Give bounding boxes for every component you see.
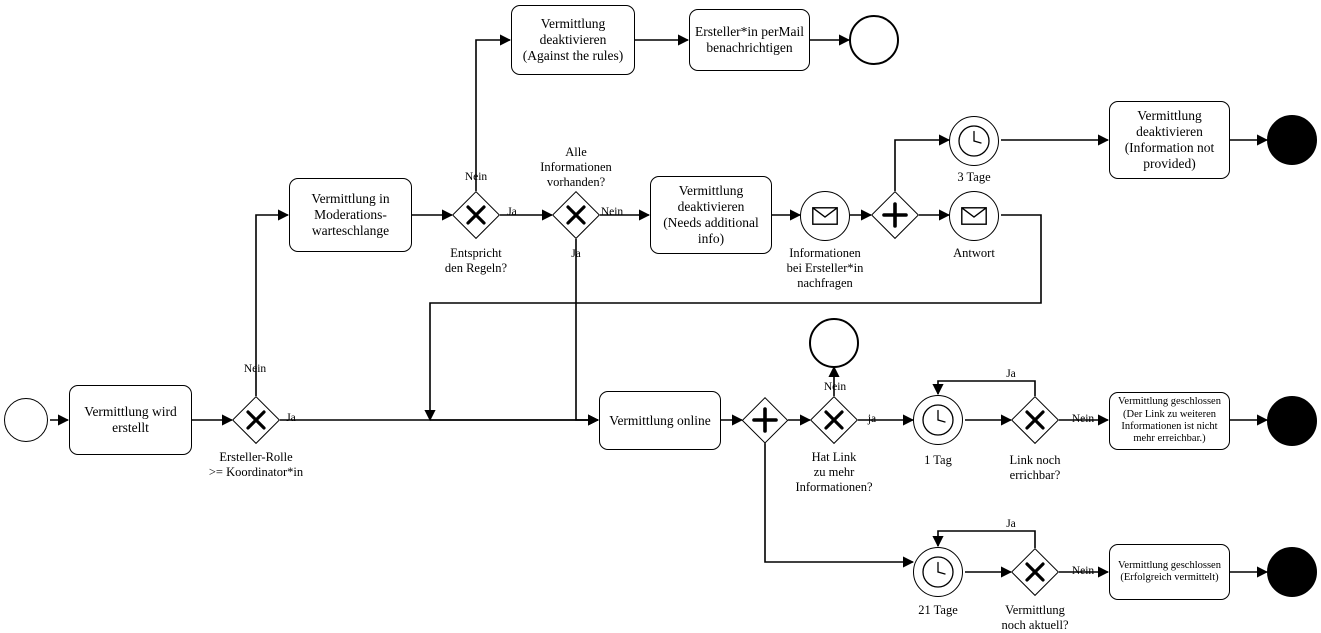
message-event-antwort-label: Antwort <box>953 246 995 260</box>
parallel-plus-icon <box>742 397 788 443</box>
gateway-entspricht-den-regeln-label: Entspricht den Regeln? <box>444 246 508 275</box>
task-geschlossen-link-nicht-erreichbar <box>1109 392 1230 450</box>
end-event-rules <box>849 15 899 65</box>
timer-21-tage-label: 21 Tage <box>918 603 958 617</box>
task-deaktivieren-needs-additional-info <box>650 176 772 254</box>
end-event-erfolgreich-vermittelt <box>1267 547 1317 597</box>
task-label: Vermittlung online <box>609 412 711 428</box>
gateway-hat-link-label: Hat Link zu mehr Informationen? <box>795 450 873 494</box>
clock-icon <box>957 124 991 158</box>
gateway-link-noch-erreichbar <box>1011 396 1059 444</box>
timer-1-tag-label: 1 Tag <box>924 453 952 467</box>
exclusive-x-icon <box>1011 396 1059 444</box>
flow-label-aktuell-ja: Ja <box>1006 518 1016 530</box>
envelope-icon <box>961 207 987 225</box>
message-event-antwort <box>949 191 999 241</box>
timer-event-3-tage <box>949 116 999 166</box>
timer-event-1-tag <box>913 395 963 445</box>
message-event-informationen-nachfragen <box>800 191 850 241</box>
parallel-gateway-online-branch <box>742 397 788 443</box>
parallel-gateway-info-branch <box>871 191 919 239</box>
flow-label-rolle-nein: Nein <box>243 363 267 375</box>
task-vermittlung-wird-erstellt <box>69 385 192 455</box>
task-vermittlung-online <box>599 391 721 450</box>
flow-label-infos-ja: Ja <box>571 248 581 260</box>
gateway-ersteller-rolle-label: Ersteller-Rolle >= Koordinator*in <box>208 450 304 479</box>
exclusive-x-icon <box>232 396 280 444</box>
gateway-alle-informationen-label: Alle Informationen vorhanden? <box>540 145 612 189</box>
timer-event-21-tage <box>913 547 963 597</box>
task-geschlossen-erfolgreich-vermittelt <box>1109 544 1230 600</box>
task-label: Vermittlung geschlossen (Der Link zu weiteren Informationen ist nicht mehr erreichbar.) <box>1118 396 1221 445</box>
exclusive-x-icon <box>1011 548 1059 596</box>
task-label: Vermittlung wird erstellt <box>84 404 177 435</box>
task-label: Vermittlung in Moderations- warteschlange <box>311 191 390 238</box>
exclusive-x-icon <box>452 191 500 239</box>
exclusive-x-icon <box>810 396 858 444</box>
envelope-icon <box>812 207 838 225</box>
flow-label-rolle-ja: Ja <box>286 412 296 424</box>
start-event <box>4 398 48 442</box>
flow-label-regeln-ja: Ja <box>507 206 517 218</box>
gateway-vermittlung-noch-aktuell-label: Vermittlung noch aktuell? <box>1001 603 1069 632</box>
message-event-nachfragen-label: Informationen bei Ersteller*in nachfragen <box>786 246 864 290</box>
flow-label-haslink-ja: ja <box>867 413 877 425</box>
task-label: Vermittlung deaktivieren (Information not provided) <box>1124 108 1215 171</box>
task-ersteller-per-mail-benachrichtigen <box>689 9 810 71</box>
flow-label-linkok-ja: Ja <box>1006 368 1016 380</box>
flow-label-linkok-nein: Nein <box>1071 413 1095 425</box>
end-event-information-not-provided <box>1267 115 1317 165</box>
clock-icon <box>921 403 955 437</box>
flow-label-infos-nein: Nein <box>600 206 624 218</box>
timer-3-tage-label: 3 Tage <box>957 170 991 184</box>
task-label: Vermittlung geschlossen (Erfolgreich vermittelt) <box>1118 559 1221 583</box>
task-label: Vermittlung deaktivieren (Against the rules) <box>522 16 624 63</box>
end-event-kein-link <box>809 318 859 368</box>
gateway-entspricht-den-regeln <box>452 191 500 239</box>
flow-label-aktuell-nein: Nein <box>1071 565 1095 577</box>
task-label: Ersteller*in perMail benachrichtigen <box>694 24 805 55</box>
gateway-link-noch-erreichbar-label: Link noch errichbar? <box>1009 453 1061 482</box>
gateway-ersteller-rolle <box>232 396 280 444</box>
task-label: Vermittlung deaktivieren (Needs additional info) <box>663 183 759 246</box>
gateway-hat-link-zu-mehr-informationen <box>810 396 858 444</box>
parallel-plus-icon <box>871 191 919 239</box>
gateway-vermittlung-noch-aktuell <box>1011 548 1059 596</box>
task-moderationswarteschlange <box>289 178 412 252</box>
task-deaktivieren-information-not-provided <box>1109 101 1230 179</box>
flow-label-haslink-nein: Nein <box>823 381 847 393</box>
flow-label-regeln-nein: Nein <box>464 171 488 183</box>
task-deaktivieren-against-the-rules <box>511 5 635 75</box>
clock-icon <box>921 555 955 589</box>
end-event-link-nicht-erreichbar <box>1267 396 1317 446</box>
